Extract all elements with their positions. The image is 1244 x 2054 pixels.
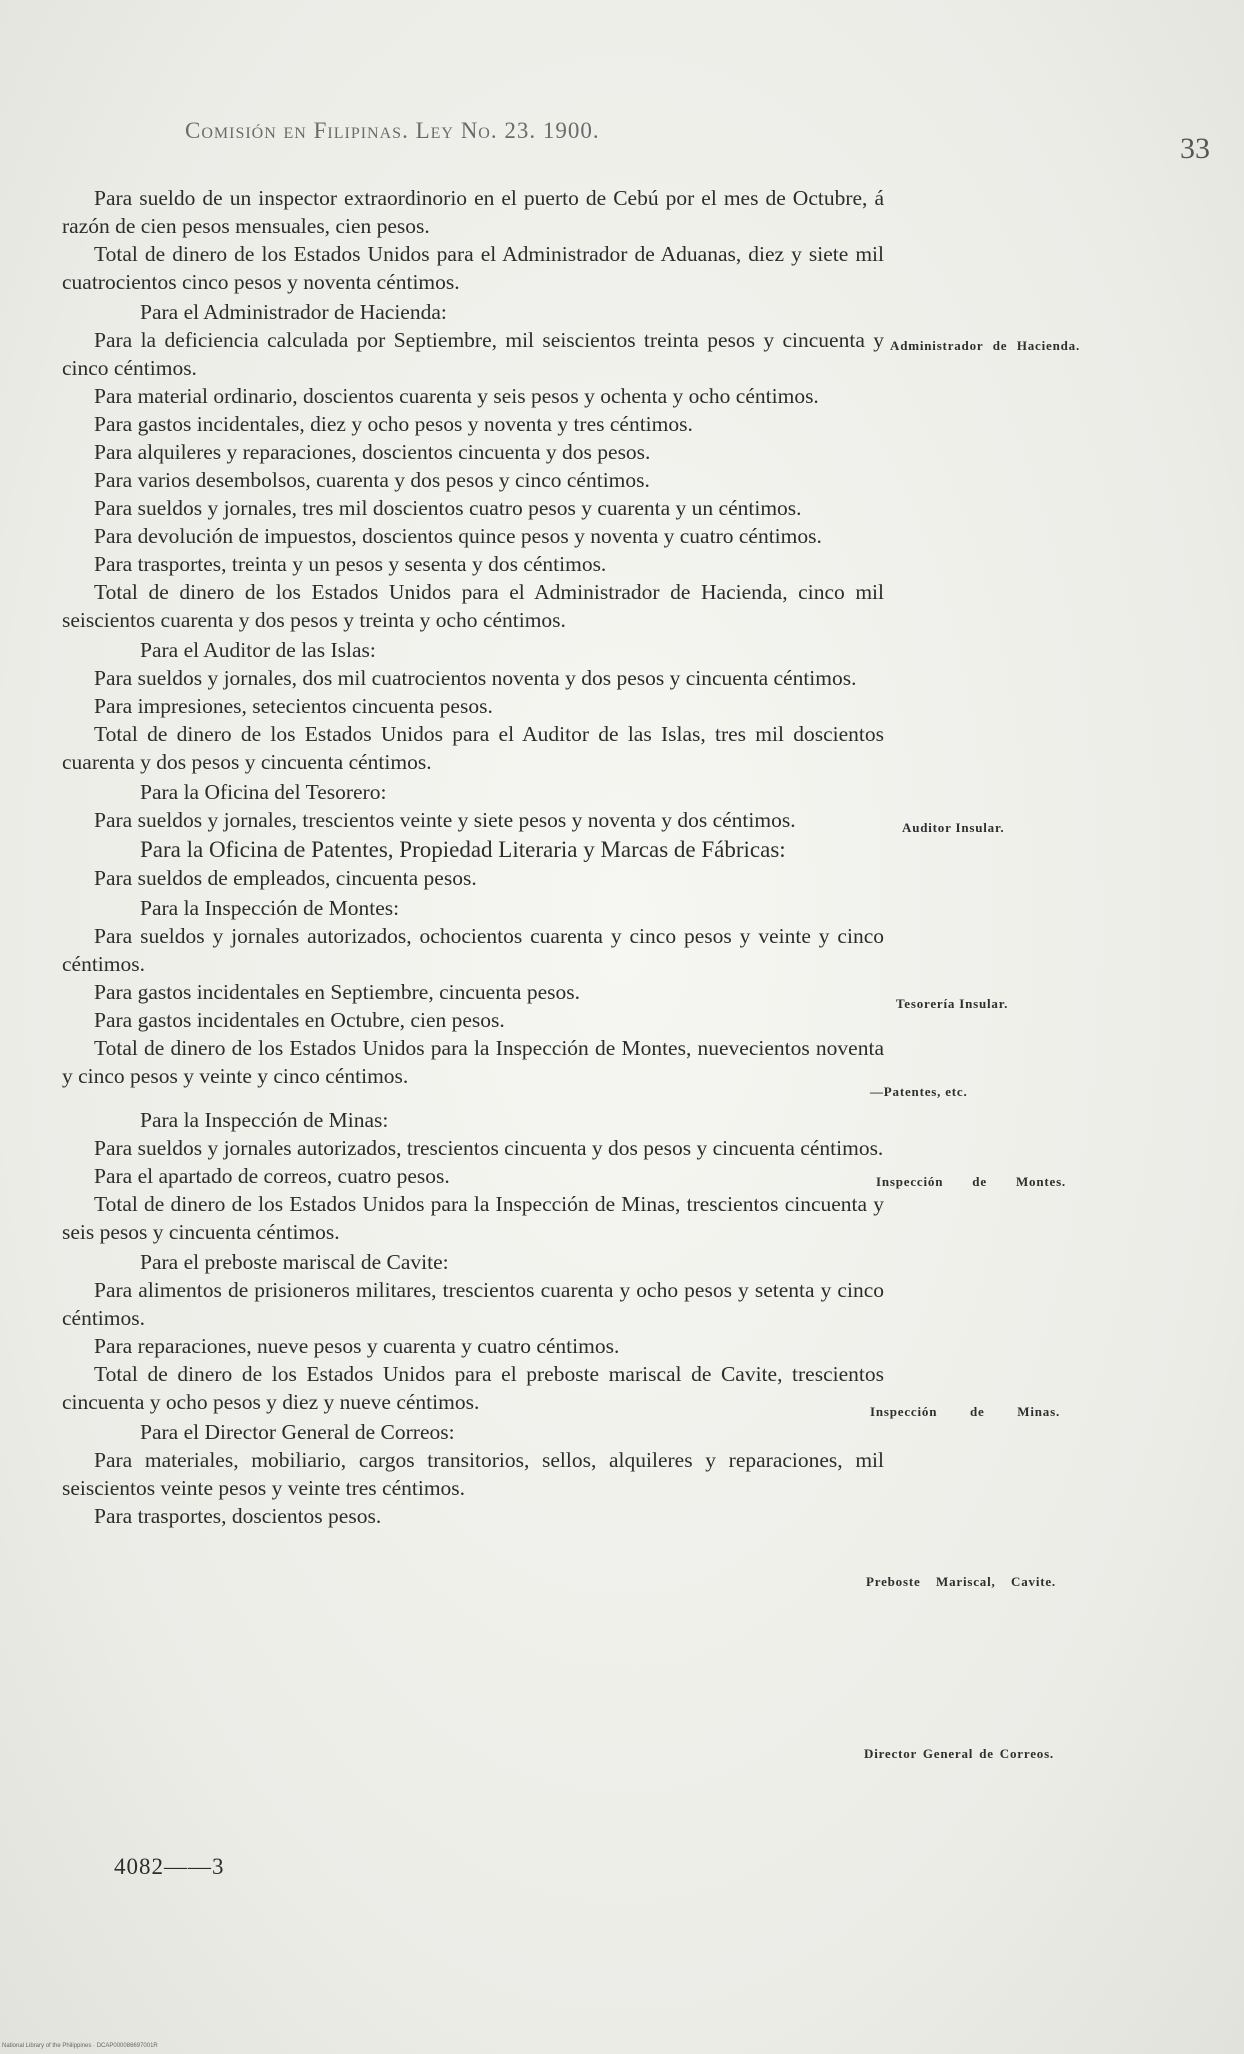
paragraph: Total de dinero de los Estados Unidos para el preboste mariscal de Cavite, trescientos cincuenta y ocho pesos y diez y nueve céntimos.: [62, 1362, 884, 1414]
section-heading-preboste: Para el preboste mariscal de Cavite:: [140, 1250, 449, 1274]
paragraph: Para alimentos de prisioneros militares, trescientos cuarenta y ocho pesos y setenta y cinco céntimos.: [62, 1278, 884, 1330]
paragraph: Para la deficiencia calculada por Septiembre, mil seiscientos treinta pesos y cincuenta y cinco céntimos.: [62, 328, 884, 380]
paragraph: Para trasportes, treinta y un pesos y sesenta y dos céntimos.: [94, 552, 607, 576]
paragraph: Total de dinero de los Estados Unidos para el Administrador de Hacienda, cinco mil seiscientos cuarenta y dos pesos y treinta y ocho céntimos.: [62, 580, 884, 632]
section-heading-minas: Para la Inspección de Minas:: [140, 1108, 389, 1132]
section-heading-tesorero: Para la Oficina del Tesorero:: [140, 780, 387, 804]
paragraph: Total de dinero de los Estados Unidos para la Inspección de Minas, trescientos cincuenta y seis pesos y cincuenta céntimos.: [62, 1192, 884, 1244]
paragraph: Total de dinero de los Estados Unidos para el Auditor de las Islas, tres mil doscientos cuarenta y dos pesos y cincuenta céntimos.: [62, 722, 884, 774]
paragraph: Para trasportes, doscientos pesos.: [94, 1504, 382, 1528]
page-number: 33: [1180, 132, 1210, 165]
paragraph: Para gastos incidentales en Octubre, cien pesos.: [94, 1008, 505, 1032]
margin-note-tesoreria: Tesorería Insular.: [896, 996, 1009, 1011]
paragraph: Para el apartado de correos, cuatro pesos.: [94, 1164, 450, 1188]
paragraph: Para sueldos y jornales, dos mil cuatrocientos noventa y dos pesos y cincuenta céntimos.: [94, 666, 857, 690]
paragraph: Total de dinero de los Estados Unidos para el Administrador de Aduanas, diez y siete mil cuatrocientos cinco pesos y noventa céntimos.: [62, 242, 884, 294]
running-head: Comisión en Filipinas. Ley No. 23. 1900.: [185, 118, 600, 143]
paragraph: Para sueldos y jornales autorizados, trescientos cincuenta y dos pesos y cincuenta céntimos.: [94, 1136, 884, 1160]
section-heading-patentes: Para la Oficina de Patentes, Propiedad Literaria y Marcas de Fábricas:: [140, 837, 786, 862]
paragraph: Para sueldo de un inspector extraordinorio en el puerto de Cebú por el mes de Octubre, á razón de cien pesos mensuales, cien pesos.: [62, 186, 884, 238]
margin-note-minas: Inspección de Minas.: [870, 1404, 1060, 1419]
paragraph: Para impresiones, setecientos cincuenta pesos.: [94, 694, 493, 718]
section-heading-hacienda: Para el Administrador de Hacienda:: [140, 300, 447, 324]
paragraph: Para gastos incidentales, diez y ocho pesos y noventa y tres céntimos.: [94, 412, 693, 436]
paragraph: Para sueldos de empleados, cincuenta pesos.: [94, 866, 477, 890]
paragraph: Para sueldos y jornales, trescientos veinte y siete pesos y noventa y dos céntimos.: [94, 808, 796, 832]
margin-note-correos: Director General de Correos.: [864, 1746, 1054, 1761]
section-heading-auditor: Para el Auditor de las Islas:: [140, 638, 376, 662]
paragraph: Para gastos incidentales en Septiembre, cincuenta pesos.: [94, 980, 580, 1004]
paragraph: Para varios desembolsos, cuarenta y dos pesos y cinco céntimos.: [94, 468, 650, 492]
margin-note-patentes: —Patentes, etc.: [870, 1084, 968, 1099]
paragraph: Para sueldos y jornales, tres mil doscientos cuatro pesos y cuarenta y un céntimos.: [94, 496, 802, 520]
paragraph: Para material ordinario, doscientos cuarenta y seis pesos y ochenta y ocho céntimos.: [94, 384, 819, 408]
paragraph: Para alquileres y reparaciones, doscientos cincuenta y dos pesos.: [94, 440, 651, 464]
paragraph: Para sueldos y jornales autorizados, ochocientos cuarenta y cinco pesos y veinte y cinco céntimos.: [62, 924, 884, 976]
section-heading-correos: Para el Director General de Correos:: [140, 1420, 455, 1444]
paragraph: Para reparaciones, nueve pesos y cuarenta y cuatro céntimos.: [94, 1334, 620, 1358]
margin-note-auditor: Auditor Insular.: [902, 820, 1005, 835]
margin-note-hacienda: Administrador de Hacienda.: [890, 338, 1080, 353]
paragraph: Para materiales, mobiliario, cargos transitorios, sellos, alquileres y reparaciones, mil seiscientos veinte pesos y veinte tres céntimos.: [62, 1448, 884, 1500]
margin-note-montes: Inspección de Montes.: [876, 1174, 1066, 1189]
margin-note-preboste: Preboste Mariscal, Cavite.: [866, 1574, 1056, 1589]
print-code: 4082——3: [114, 1854, 225, 1879]
paragraph: Para devolución de impuestos, doscientos quince pesos y noventa y cuatro céntimos.: [94, 524, 822, 548]
body-text: [62, 184, 884, 1530]
library-credit: National Library of the Philippines · DCAP000086697001R: [2, 2043, 158, 2049]
paragraph: Total de dinero de los Estados Unidos para la Inspección de Montes, nuevecientos noventa y cinco pesos y veinte y cinco céntimos.: [62, 1036, 884, 1088]
section-heading-montes: Para la Inspección de Montes:: [140, 896, 400, 920]
